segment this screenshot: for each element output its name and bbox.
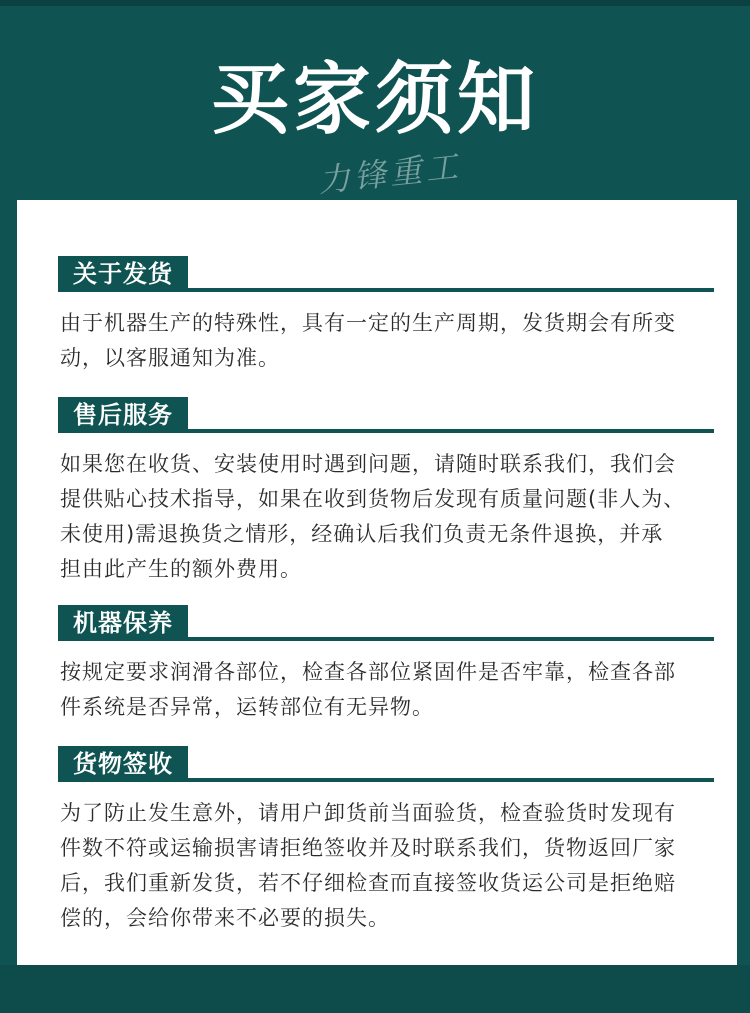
section-text: 为了防止发生意外，请用户卸货前当面验货，检查验货时发现有 件数不符或运输损害请拒绝签收并及时联系我们，货物返回厂家 后，我们重新发货，若不仔细检查而直接签收货运公司是拒绝赔 偿的，会给你带来不必要的损失。 xyxy=(60,801,676,930)
top-strip xyxy=(0,0,750,6)
section-title: 货物签收 xyxy=(58,746,188,782)
section-text: 如果您在收货、安装使用时遇到问题，请随时联系我们，我们会 提供贴心技术指导，如果在收到货物后发现有质量问题(非人为、 未使用)需退换货之情形，经确认后我们负责无条件退换，并承 担由此产生的额外费用。 xyxy=(60,452,686,581)
section-receipt xyxy=(58,746,714,936)
section-shipping xyxy=(58,256,714,376)
section-after-sales xyxy=(58,397,714,587)
section-title: 售后服务 xyxy=(58,397,188,433)
section-header xyxy=(58,256,714,292)
section-text: 由于机器生产的特殊性，具有一定的生产周期，发货期会有所变 动，以客服通知为准。 xyxy=(60,311,676,370)
section-maintenance xyxy=(58,605,714,725)
brand-watermark: 力锋重工 xyxy=(316,147,464,200)
section-header xyxy=(58,605,714,641)
section-header xyxy=(58,746,714,782)
page-title: 买家须知 xyxy=(210,55,539,145)
bottom-strip xyxy=(0,965,750,1013)
section-header xyxy=(58,397,714,433)
notice-card xyxy=(17,200,737,965)
section-text: 按规定要求润滑各部位，检查各部位紧固件是否牢靠，检查各部 件系统是否异常，运转部位有无异物。 xyxy=(60,660,676,719)
section-title: 关于发货 xyxy=(58,256,188,292)
section-title: 机器保养 xyxy=(58,605,188,641)
